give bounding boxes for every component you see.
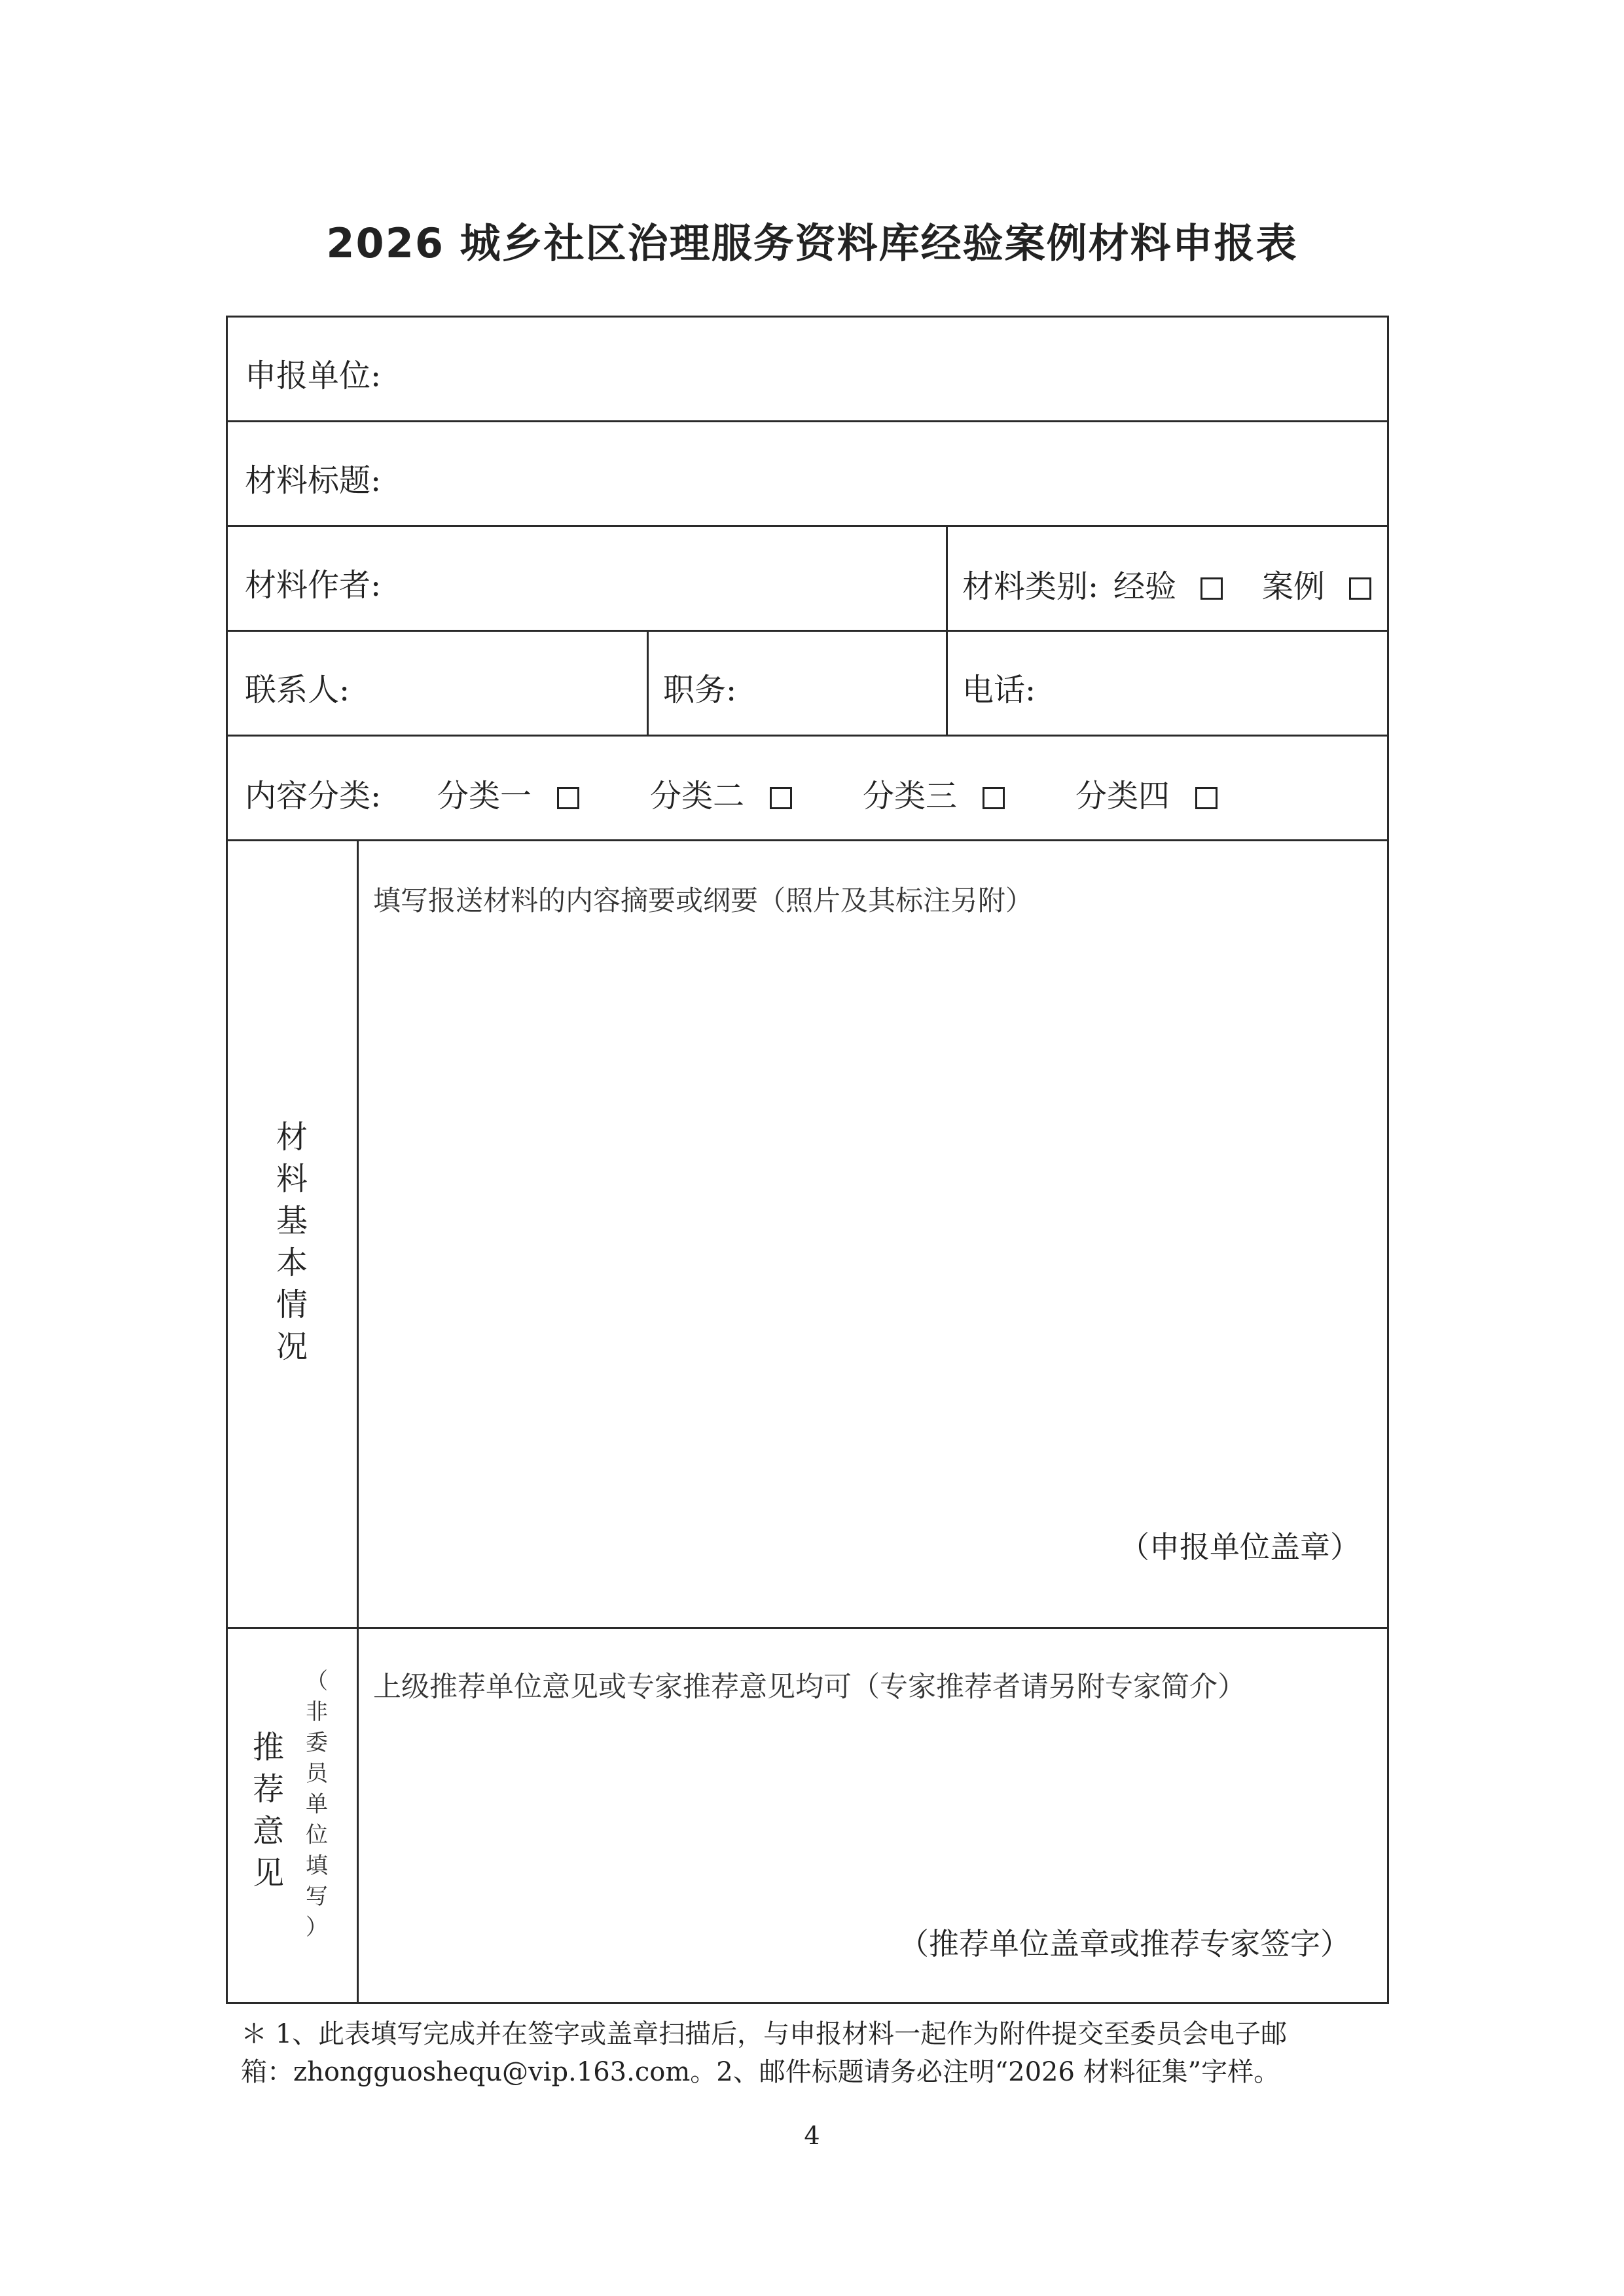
label-char: 见 bbox=[252, 1855, 284, 1891]
material-title-label: 材料标题: bbox=[245, 462, 382, 499]
row-divider bbox=[228, 630, 1387, 632]
content-class-label: 内容分类: bbox=[245, 778, 382, 814]
note-char: 写 bbox=[306, 1884, 328, 1910]
content-class-option-label: 分类一 bbox=[437, 778, 532, 814]
label-char: 材 bbox=[276, 1119, 308, 1156]
category-option-label: 案例 bbox=[1262, 568, 1326, 605]
footnote-line-2: 箱：zhongguoshequ@vip.163.com。2、邮件标题请务必注明“2026 材料征集”字样。 bbox=[241, 2057, 1280, 2087]
content-class-option-label: 分类三 bbox=[863, 778, 958, 814]
recommend-seal-note: （推荐单位盖章或推荐专家签字） bbox=[899, 1926, 1350, 1961]
row-divider bbox=[228, 839, 1387, 841]
col-divider bbox=[946, 525, 948, 737]
position-label: 职务: bbox=[663, 672, 737, 708]
note-char: 位 bbox=[306, 1822, 328, 1848]
application-form bbox=[226, 316, 1389, 2004]
note-char: （ bbox=[306, 1668, 328, 1694]
footnote-line-1: ＊ 1、此表填写完成并在签字或盖章扫描后，与申报材料一起作为附件提交至委员会电子邮 bbox=[241, 2019, 1288, 2049]
note-char: 委 bbox=[306, 1730, 328, 1756]
basic-info-input-area[interactable] bbox=[362, 933, 1383, 1588]
unit-seal-note: （申报单位盖章） bbox=[1119, 1529, 1360, 1565]
phone-label: 电话: bbox=[962, 672, 1036, 708]
label-char: 情 bbox=[276, 1286, 308, 1323]
label-char: 推 bbox=[252, 1729, 284, 1766]
contact-label: 联系人: bbox=[245, 672, 350, 708]
category-option-experience[interactable] bbox=[1113, 561, 1223, 606]
note-char: ） bbox=[306, 1914, 328, 1941]
content-class-option-label: 分类二 bbox=[650, 778, 745, 814]
content-class-option-2[interactable] bbox=[650, 771, 792, 816]
content-class-option-1[interactable] bbox=[437, 771, 579, 816]
checkbox-icon[interactable] bbox=[983, 787, 1005, 809]
col-divider bbox=[647, 630, 649, 737]
label-char: 料 bbox=[276, 1161, 308, 1197]
checkbox-icon[interactable] bbox=[770, 787, 792, 809]
author-label: 材料作者: bbox=[245, 567, 382, 604]
checkbox-icon[interactable] bbox=[1349, 577, 1371, 600]
note-char: 单 bbox=[306, 1791, 328, 1817]
row-divider bbox=[228, 525, 1387, 527]
label-char: 基 bbox=[276, 1203, 308, 1239]
col-divider bbox=[357, 839, 359, 2002]
category-option-case[interactable] bbox=[1262, 561, 1371, 606]
category-option-label: 经验 bbox=[1113, 568, 1177, 605]
row-divider bbox=[228, 420, 1387, 422]
label-char: 况 bbox=[276, 1328, 308, 1365]
note-char: 填 bbox=[306, 1853, 328, 1879]
content-class-option-label: 分类四 bbox=[1075, 778, 1170, 814]
label-char: 本 bbox=[276, 1245, 308, 1281]
label-char: 意 bbox=[252, 1813, 284, 1850]
page-number: 4 bbox=[804, 2121, 820, 2150]
note-char: 非 bbox=[306, 1699, 328, 1725]
basic-info-hint: 填写报送材料的内容摘要或纲要（照片及其标注另附） bbox=[373, 884, 1034, 917]
recommend-input-area[interactable] bbox=[362, 1712, 1383, 1902]
note-char: 员 bbox=[306, 1760, 328, 1787]
content-class-option-4[interactable] bbox=[1075, 771, 1218, 816]
checkbox-icon[interactable] bbox=[557, 787, 579, 809]
unit-field-label: 申报单位: bbox=[245, 357, 382, 394]
form-title: 2026 城乡社区治理服务资料库经验案例材料申报表 bbox=[326, 219, 1298, 267]
row-divider bbox=[228, 1627, 1387, 1629]
recommend-hint: 上级推荐单位意见或专家推荐意见均可（专家推荐者请另附专家简介） bbox=[373, 1671, 1246, 1704]
checkbox-icon[interactable] bbox=[1200, 577, 1223, 600]
content-class-option-3[interactable] bbox=[863, 771, 1005, 816]
checkbox-icon[interactable] bbox=[1195, 787, 1218, 809]
category-label: 材料类别: bbox=[962, 568, 1099, 605]
label-char: 荐 bbox=[252, 1771, 284, 1808]
row-divider bbox=[228, 735, 1387, 737]
